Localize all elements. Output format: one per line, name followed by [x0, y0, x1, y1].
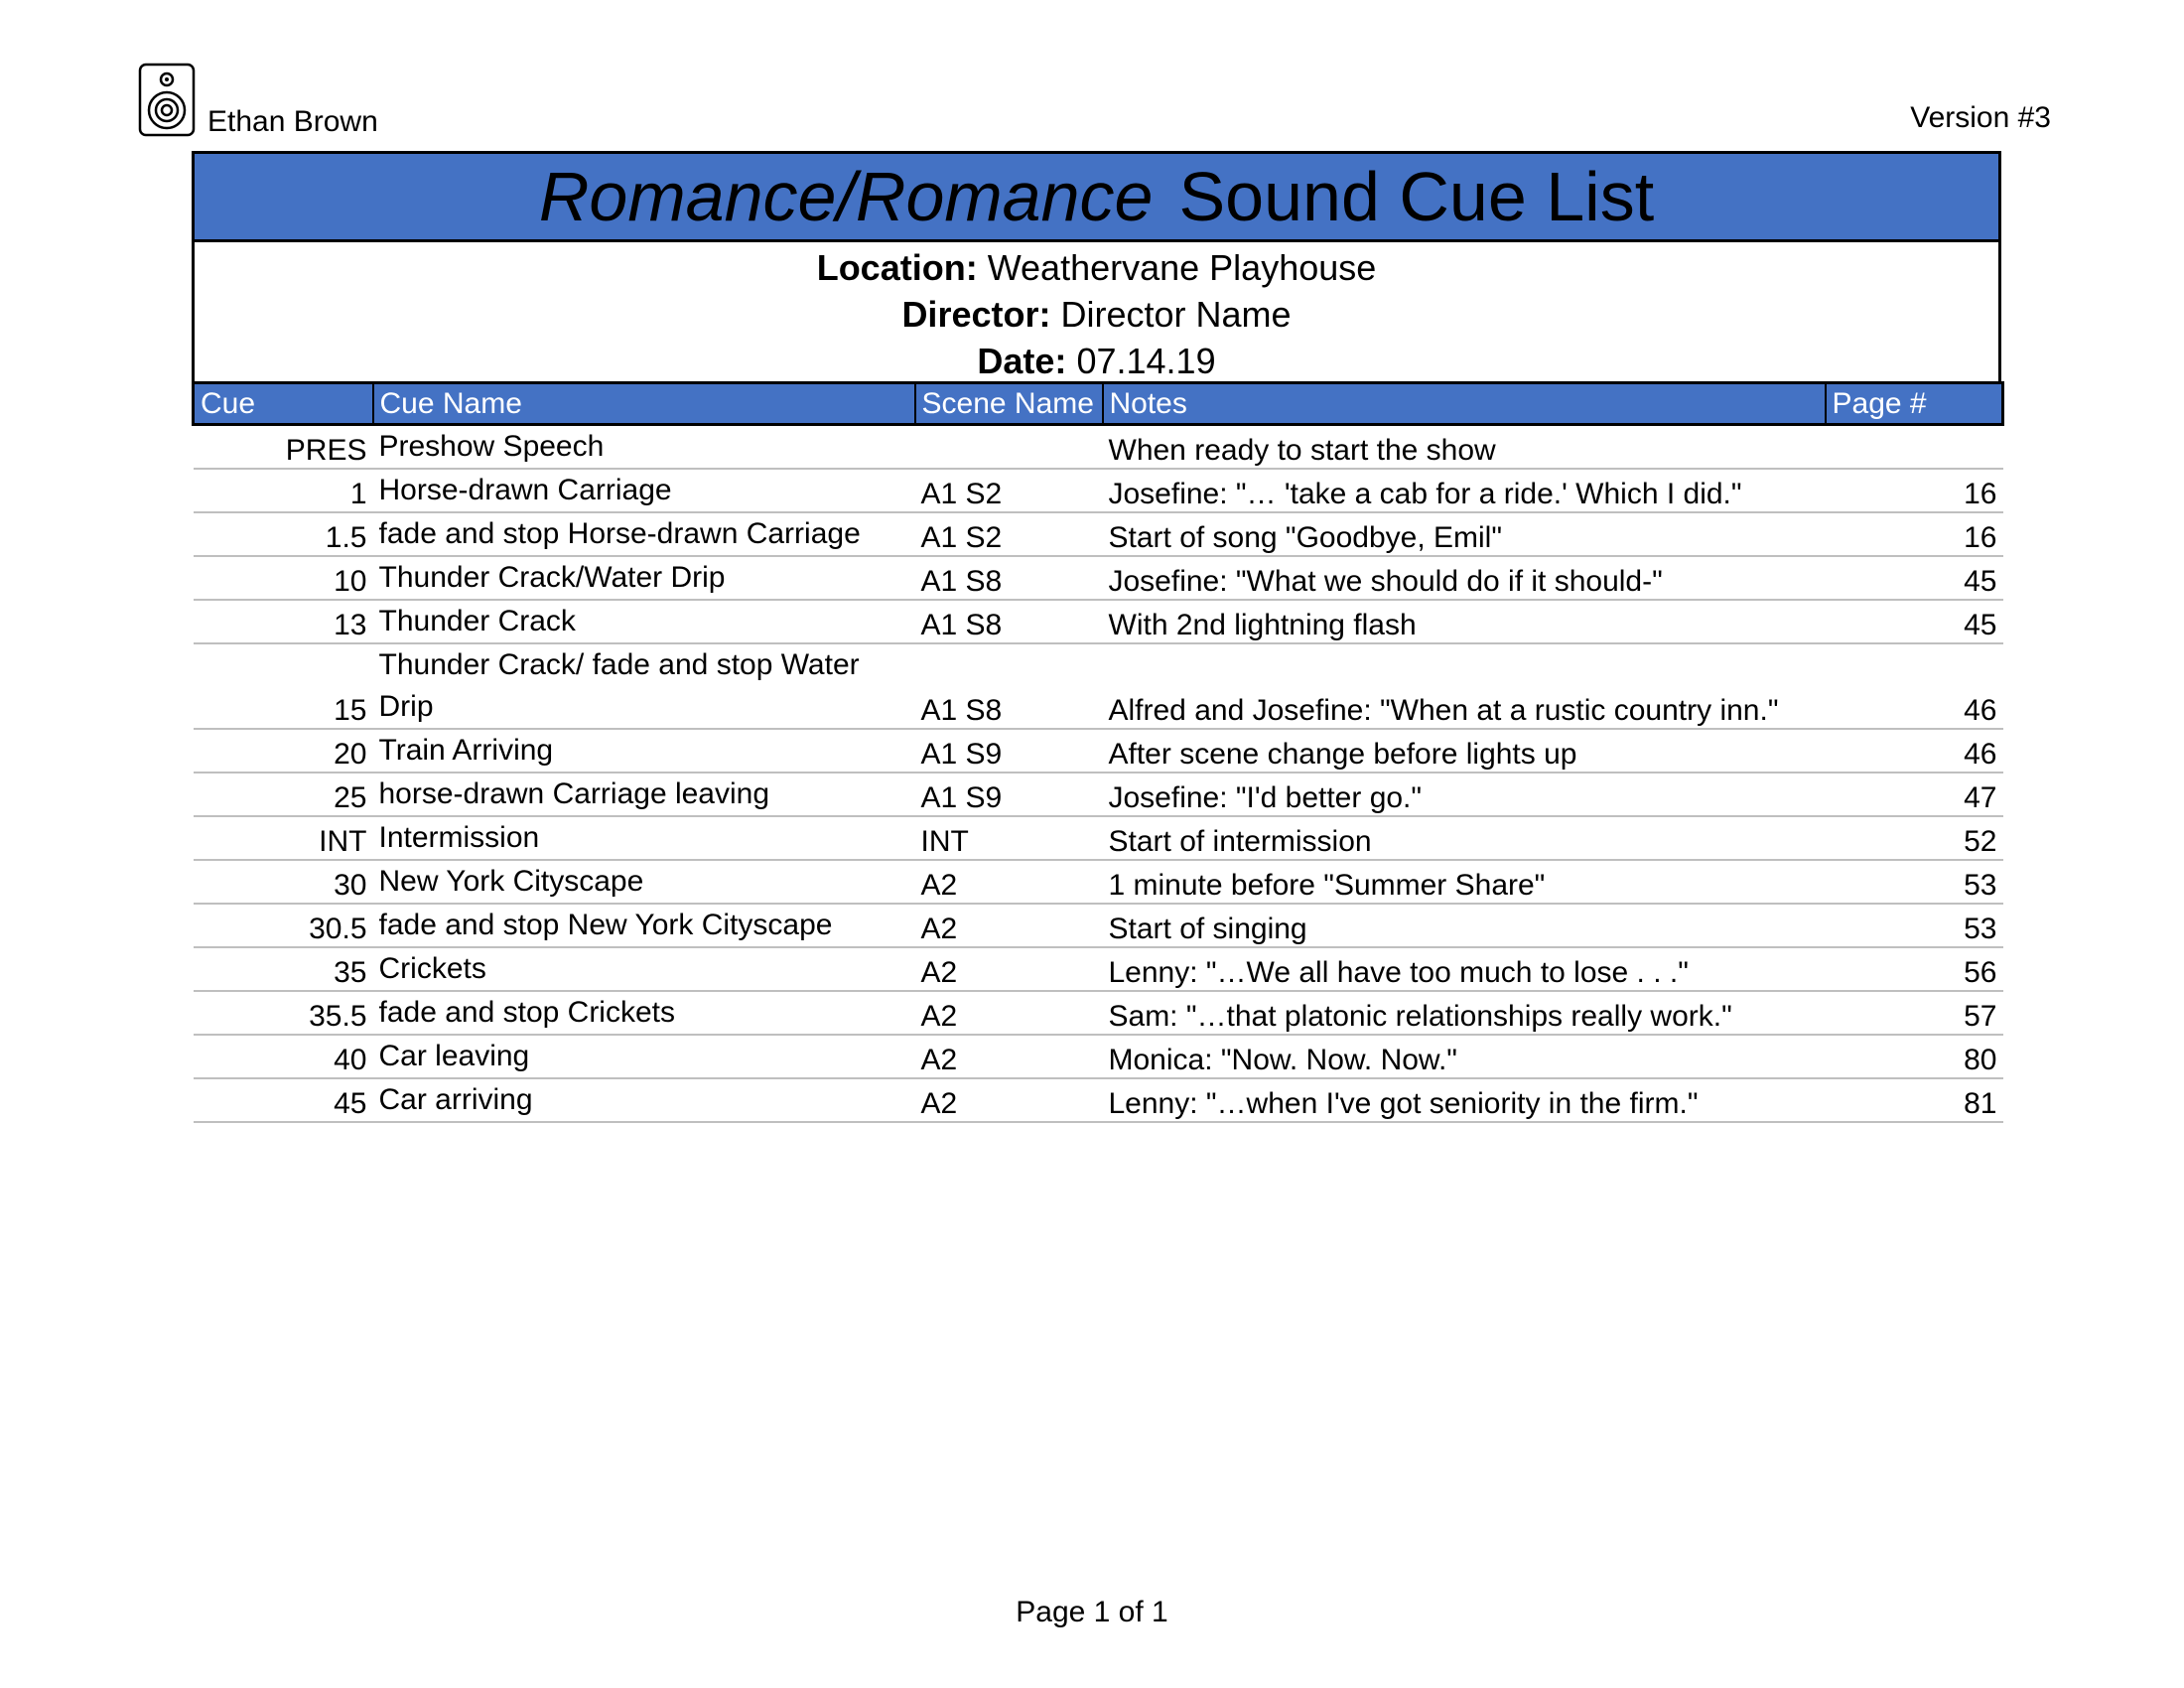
scene-name: A1 S8	[915, 643, 1103, 729]
cue-name: Thunder Crack/Water Drip	[373, 556, 915, 600]
date-value: 07.14.19	[1076, 341, 1216, 381]
table-row	[194, 600, 2003, 643]
scene-name: A2	[915, 904, 1103, 947]
table-row	[194, 1035, 2003, 1078]
scene-name: A2	[915, 991, 1103, 1035]
page-number-cell: 16	[1826, 469, 2003, 512]
cue-notes: Alfred and Josefine: "When at a rustic country inn."	[1103, 643, 1826, 729]
cue-notes: Josefine: "What we should do if it should-"	[1103, 556, 1826, 600]
cue-number: 15	[194, 643, 373, 729]
page-number-cell: 57	[1826, 991, 2003, 1035]
cue-number: 10	[194, 556, 373, 600]
location-label: Location:	[816, 247, 978, 288]
cue-number: 1	[194, 469, 373, 512]
cue-name: fade and stop Crickets	[373, 991, 915, 1035]
page-number-cell: 80	[1826, 1035, 2003, 1078]
scene-name: A1 S8	[915, 556, 1103, 600]
cue-number: 1.5	[194, 512, 373, 556]
cue-name: Car arriving	[373, 1078, 915, 1122]
cue-notes: Sam: "…that platonic relationships really work."	[1103, 991, 1826, 1035]
author-name: Ethan Brown	[207, 105, 378, 138]
cue-number: 40	[194, 1035, 373, 1078]
column-header-cue-name: Cue Name	[373, 383, 915, 425]
cue-name: Preshow Speech	[373, 425, 915, 470]
speaker-icon	[138, 63, 196, 137]
cue-number: INT	[194, 816, 373, 860]
cue-number: 25	[194, 773, 373, 816]
cue-name: Horse-drawn Carriage	[373, 469, 915, 512]
scene-name: A2	[915, 1035, 1103, 1078]
date-label: Date:	[977, 341, 1067, 381]
cue-name: Thunder Crack/ fade and stop Water Drip	[373, 643, 915, 729]
page-number-cell: 52	[1826, 816, 2003, 860]
cue-notes: Monica: "Now. Now. Now."	[1103, 1035, 1826, 1078]
page-number-cell	[1826, 425, 2003, 470]
scene-name: A1 S2	[915, 469, 1103, 512]
show-title: Romance/Romance	[538, 158, 1154, 235]
column-header-scene-name: Scene Name	[915, 383, 1103, 425]
cue-notes: Josefine: "I'd better go."	[1103, 773, 1826, 816]
cue-notes: Start of song "Goodbye, Emil"	[1103, 512, 1826, 556]
table-row	[194, 512, 2003, 556]
cue-sheet	[192, 151, 2001, 1123]
director-line	[195, 291, 1998, 338]
cue-name: Car leaving	[373, 1035, 915, 1078]
page-number-cell: 53	[1826, 860, 2003, 904]
page-number-cell: 81	[1826, 1078, 2003, 1122]
cue-table	[192, 381, 2004, 1123]
scene-name: A1 S2	[915, 512, 1103, 556]
cue-number: 30.5	[194, 904, 373, 947]
scene-name: A2	[915, 860, 1103, 904]
cue-number: 20	[194, 729, 373, 773]
table-row	[194, 643, 2003, 729]
table-row	[194, 860, 2003, 904]
scene-name: A1 S8	[915, 600, 1103, 643]
cue-name: Crickets	[373, 947, 915, 991]
title-bar	[192, 151, 2001, 242]
page-number-cell: 56	[1826, 947, 2003, 991]
cue-notes: With 2nd lightning flash	[1103, 600, 1826, 643]
cue-notes: Lenny: "…We all have too much to lose . . ."	[1103, 947, 1826, 991]
column-header-page: Page #	[1826, 383, 2003, 425]
page-number-cell: 46	[1826, 729, 2003, 773]
cue-number: 45	[194, 1078, 373, 1122]
scene-name: INT	[915, 816, 1103, 860]
page-number: Page 1 of 1	[1016, 1596, 1168, 1628]
cue-name: fade and stop Horse-drawn Carriage	[373, 512, 915, 556]
director-value: Director Name	[1060, 294, 1292, 335]
table-row	[194, 947, 2003, 991]
table-row	[194, 469, 2003, 512]
date-line	[195, 338, 1998, 384]
table-row	[194, 425, 2003, 470]
cue-name: horse-drawn Carriage leaving	[373, 773, 915, 816]
location-value: Weathervane Playhouse	[987, 247, 1377, 288]
column-header-notes: Notes	[1103, 383, 1826, 425]
cue-number: 35.5	[194, 991, 373, 1035]
cue-name: Intermission	[373, 816, 915, 860]
director-label: Director:	[901, 294, 1051, 335]
cue-number: 30	[194, 860, 373, 904]
cue-notes: When ready to start the show	[1103, 425, 1826, 470]
cue-number: PRES	[194, 425, 373, 470]
cue-name: fade and stop New York Cityscape	[373, 904, 915, 947]
table-row	[194, 904, 2003, 947]
table-header-row	[194, 383, 2003, 425]
production-info	[192, 242, 2001, 381]
table-row	[194, 556, 2003, 600]
scene-name: A1 S9	[915, 729, 1103, 773]
table-row	[194, 1078, 2003, 1122]
cue-notes: 1 minute before "Summer Share"	[1103, 860, 1826, 904]
cue-name: Thunder Crack	[373, 600, 915, 643]
page-number-cell: 47	[1826, 773, 2003, 816]
version-label: Version #3	[1910, 101, 2051, 134]
column-header-cue: Cue	[194, 383, 373, 425]
cue-notes: Start of intermission	[1103, 816, 1826, 860]
scene-name: A1 S9	[915, 773, 1103, 816]
location-line	[195, 244, 1998, 291]
table-row	[194, 729, 2003, 773]
page-number-cell: 46	[1826, 643, 2003, 729]
scene-name: A2	[915, 1078, 1103, 1122]
cue-number: 13	[194, 600, 373, 643]
scene-name: A2	[915, 947, 1103, 991]
scene-name	[915, 425, 1103, 470]
table-row	[194, 773, 2003, 816]
cue-rows	[194, 425, 2003, 1123]
cue-notes: Josefine: "… 'take a cab for a ride.' Which I did."	[1103, 469, 1826, 512]
page-number-cell: 45	[1826, 600, 2003, 643]
page-number-cell: 16	[1826, 512, 2003, 556]
cue-notes: Lenny: "…when I've got seniority in the firm."	[1103, 1078, 1826, 1122]
cue-notes: After scene change before lights up	[1103, 729, 1826, 773]
cue-name: Train Arriving	[373, 729, 915, 773]
page-number-cell: 53	[1826, 904, 2003, 947]
table-row	[194, 991, 2003, 1035]
cue-name: New York Cityscape	[373, 860, 915, 904]
document-title: Sound Cue List	[1178, 158, 1655, 235]
cue-number: 35	[194, 947, 373, 991]
page-number-cell: 45	[1826, 556, 2003, 600]
table-row	[194, 816, 2003, 860]
cue-notes: Start of singing	[1103, 904, 1826, 947]
